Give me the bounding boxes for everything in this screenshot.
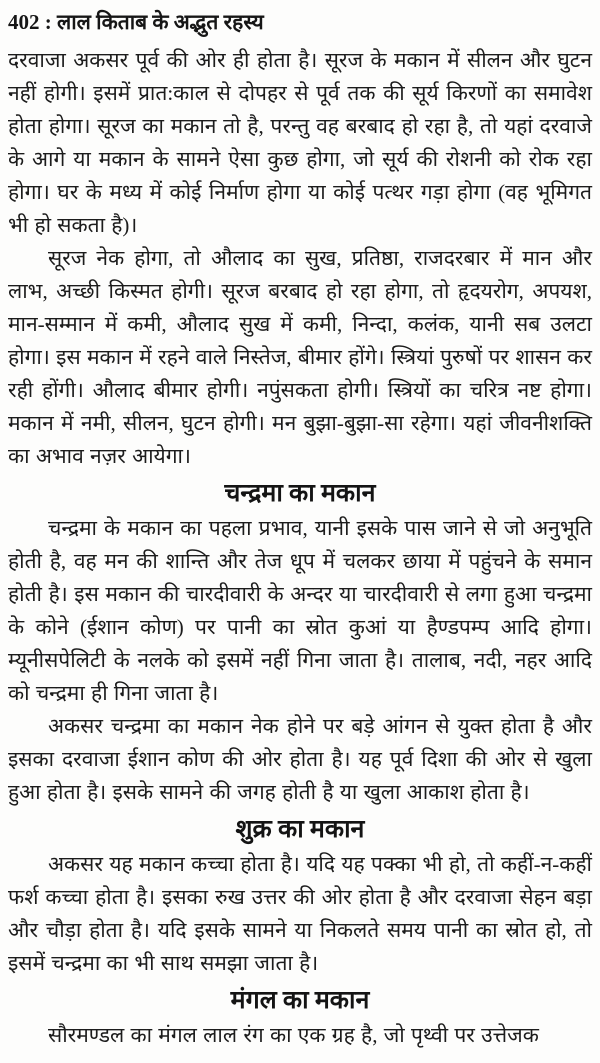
page-content [8, 44, 592, 1052]
section-heading: मंगल का मकान [230, 987, 370, 1014]
body-paragraph: सौरमण्डल का मंगल लाल रंग का एक ग्रह है, जो पृथ्वी पर उत्तेजक [48, 1023, 539, 1047]
body-paragraph: अकसर यह मकान कच्चा होता है। यदि यह पक्का भी हो, तो कहीं-न-कहीं फर्श कच्चा होता है। इसका रुख उत्तर की ओर होता है और दरवाजा सेहन बड़ा और चौड़ा होता है। यदि इसके सामने या निकलते समय पानी का स्रोत हो, तो इसमें चन्द्रमा का भी साथ समझा जाता है। [8, 852, 592, 975]
body-paragraph: अकसर चन्द्रमा का मकान नेक होने पर बड़े आंगन से युक्त होता है और इसका दरवाजा ईशान कोण की ओर होता है। यह पूर्व दिशा की ओर से खुला हुआ होता है। इसके सामने की जगह होती है या खुला आकाश होता है। [8, 714, 592, 804]
body-paragraph: दरवाजा अकसर पूर्व की ओर ही होता है। सूरज के मकान में सीलन और घुटन नहीं होगी। इसमें प्रात:काल से दोपहर से पूर्व तक की सूर्य किरणों का समावेश होता होगा। सूरज का मकान तो है, परन्तु वह बरबाद हो रहा है, तो यहां दरवाजे के आगे या मकान के सामने ऐसा कुछ होगा, जो सूर्य की रोशनी को रोक रहा होगा। घर के मध्य में कोई निर्माण होगा या कोई पत्थर गड़ा होगा (वह भूमिगत भी हो सकता है)। [8, 48, 592, 237]
section-heading: चन्द्रमा का मकान [224, 480, 376, 507]
body-paragraph: चन्द्रमा के मकान का पहला प्रभाव, यानी इसके पास जाने से जो अनुभूति होती है, वह मन की शान्ति और तेज धूप में चलकर छाया में पहुंचने के समान होती है। इस मकान की चारदीवारी के अन्दर या चारदीवारी से लगा हुआ चन्द्रमा के कोने (ईशान कोण) पर पानी का स्रोत कुआं या हैण्डपम्प आदि होगा। म्यूनीसपेलिटी के नलके को इसमें नहीं गिना जाता है। तालाब, नदी, नहर आदि को चन्द्रमा ही गिना जाता है। [8, 516, 592, 705]
body-paragraph: सूरज नेक होगा, तो औलाद का सुख, प्रतिष्ठा, राजदरबार में मान और लाभ, अच्छी किस्मत होगी। सूरज बरबाद हो रहा होगा, तो हृदयरोग, अपयश, मान-सम्मान में कमी, औलाद सुख में कमी, निन्दा, कलंक, यानी सब उलटा होगा। इस मकान में रहने वाले निस्तेज, बीमार होंगे। स्त्रियां पुरुषों पर शासन कर रही होंगी। औलाद बीमार होगी। नपुंसकता होगी। स्त्रियों का चरित्र नष्ट होगा। मकान में नमी, सीलन, घुटन होगी। मन बुझा-बुझा-सा रहेगा। यहां जीवनीशक्ति का अभाव नज़र आयेगा। [8, 246, 592, 468]
section-heading: शुक्र का मकान [235, 816, 365, 843]
running-header: 402 : लाल किताब के अद्भुत रहस्य [8, 10, 264, 34]
